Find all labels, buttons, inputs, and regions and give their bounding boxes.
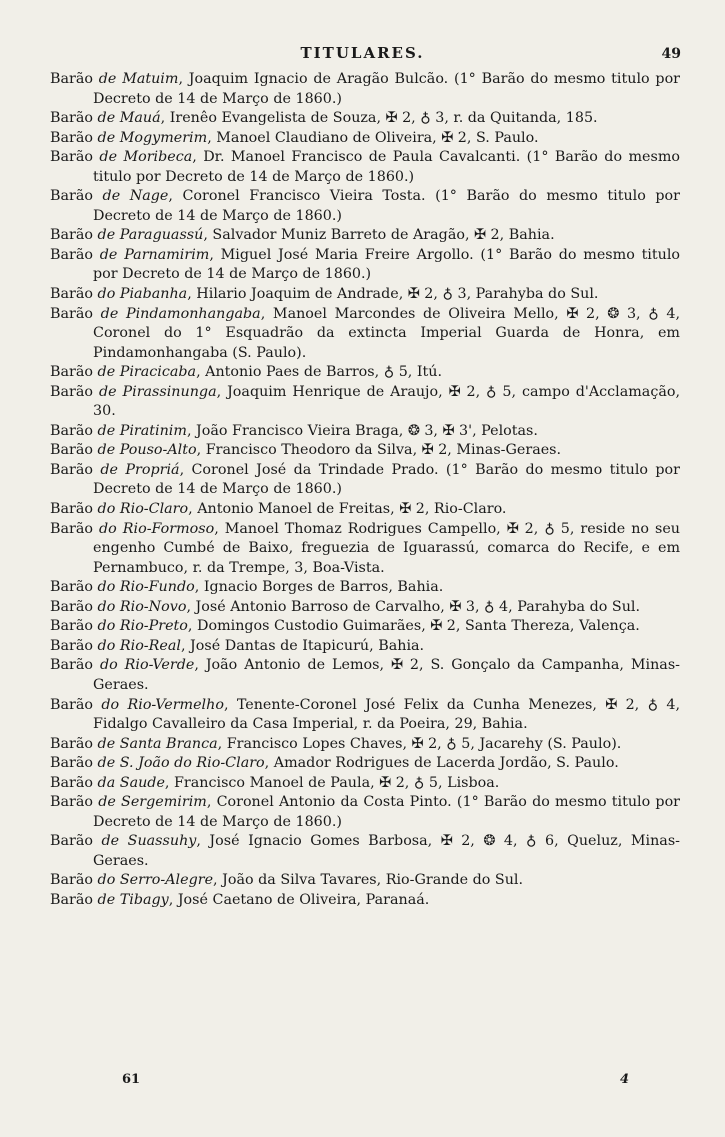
title-entry xyxy=(50,656,680,695)
entry-title-name: Rio-Fundo xyxy=(119,579,195,596)
entry-title-name: Pouso-Alto xyxy=(119,442,197,459)
entry-preposition: do xyxy=(97,598,116,615)
entry-preposition: do xyxy=(97,501,116,518)
entry-title-name: Mogymerim xyxy=(119,129,208,146)
entry-description: , João da Silva Tavares, Rio-Grande do Sul. xyxy=(213,872,524,889)
title-entry xyxy=(50,461,680,500)
entry-title-name: Santa Branca xyxy=(119,735,218,752)
entry-title-name: Saude xyxy=(119,774,165,791)
entry-title-name: Mauá xyxy=(119,110,161,127)
entry-prefix: Barão xyxy=(50,618,93,635)
title-entry xyxy=(50,148,680,187)
entry-preposition: de xyxy=(99,149,118,166)
entry-description: , Miguel José Maria Freire Argollo. (1° Barão do mesmo titulo por Decreto de 14 de Março de 1860.) xyxy=(93,246,681,283)
entry-preposition: de xyxy=(97,422,116,439)
title-entry xyxy=(50,832,680,871)
title-entry xyxy=(50,441,680,461)
entry-preposition: do xyxy=(99,520,117,537)
entry-description: , José Antonio Barroso de Carvalho, ✠ 3, ♁ 4, Parahyba do Sul. xyxy=(186,598,641,615)
title-entry xyxy=(50,129,680,149)
entry-preposition: de xyxy=(97,755,116,772)
entry-description: , Manoel Claudiano de Oliveira, ✠ 2, S. Paulo. xyxy=(207,129,539,146)
entry-preposition: de xyxy=(98,794,116,811)
title-entry xyxy=(50,637,680,657)
entry-description: , Hilario Joaquim de Andrade, ✠ 2, ♁ 3, Parahyba do Sul. xyxy=(187,286,599,303)
entry-title-name: Rio-Real xyxy=(119,637,181,654)
entry-prefix: Barão xyxy=(50,383,93,400)
entry-title-name: Rio-Preto xyxy=(119,618,188,635)
title-entry xyxy=(50,617,680,637)
entry-preposition: da xyxy=(97,774,116,791)
entry-preposition: do xyxy=(97,579,116,596)
entry-prefix: Barão xyxy=(50,442,93,459)
entry-title-name: Piratinim xyxy=(119,422,187,439)
entry-prefix: Barão xyxy=(50,286,93,303)
title-entry xyxy=(50,520,680,579)
entry-description: , Joaquim Ignacio de Aragão Bulcão. (1° Barão do mesmo titulo por Decreto de 14 de Março de 1860.) xyxy=(93,71,681,107)
entry-prefix: Barão xyxy=(50,696,93,713)
entry-preposition: de xyxy=(97,110,116,127)
entry-description: , José Dantas de Itapicurú, Bahia. xyxy=(180,637,425,654)
page-footer xyxy=(0,1072,725,1092)
title-entry xyxy=(50,422,680,442)
title-entry xyxy=(50,891,680,911)
title-entry xyxy=(50,70,680,109)
entry-preposition: de xyxy=(102,188,121,205)
entry-preposition: de xyxy=(97,442,116,459)
title-entry xyxy=(50,500,680,520)
entry-prefix: Barão xyxy=(50,501,93,518)
entry-description: , João Antonio de Lemos, ✠ 2, S. Gonçalo da Campanha, Minas-Geraes. xyxy=(93,657,680,693)
entry-prefix: Barão xyxy=(50,422,93,439)
entry-title-name: Rio-Claro xyxy=(119,501,189,518)
entry-title-name: Matuim xyxy=(122,71,179,87)
entry-title-name: Pindamonhangaba xyxy=(125,305,261,322)
entry-description: , Coronel Antonio da Costa Pinto. (1° Barão do mesmo titulo por Decreto de 14 de Março de 1860.) xyxy=(93,794,681,830)
entry-description: , Domingos Custodio Guimarães, ✠ 2, Santa Thereza, Valença. xyxy=(187,618,640,635)
entry-prefix: Barão xyxy=(50,891,93,908)
entry-prefix: Barão xyxy=(50,755,93,772)
entry-title-name: Suassuhy xyxy=(127,833,197,850)
entry-preposition: do xyxy=(101,696,120,713)
entry-description: , Amador Rodrigues de Lacerda Jordão, S. Paulo. xyxy=(264,755,619,772)
entry-description: , Antonio Manoel de Freitas, ✠ 2, Rio-Claro. xyxy=(188,501,507,518)
title-entry xyxy=(50,383,680,422)
entry-preposition: de xyxy=(100,461,119,478)
title-entry xyxy=(50,363,680,383)
entry-description: , Irenêo Evangelista de Souza, ✠ 2, ♁ 3, r. da Quitanda, 185. xyxy=(160,110,598,127)
entry-preposition: de xyxy=(98,71,117,87)
entry-title-name: Tibagy xyxy=(119,891,169,908)
page-number: 49 xyxy=(661,46,681,62)
entry-title-name: Paraguassú xyxy=(119,227,204,244)
signature-mark-right: 4 xyxy=(620,1072,630,1087)
entry-prefix: Barão xyxy=(50,735,93,752)
entry-description: , Joaquim Henrique de Araujo, ✠ 2, ♁ 5, campo d'Acclamação, 30. xyxy=(93,383,681,420)
entry-description: , Ignacio Borges de Barros, Bahia. xyxy=(194,579,444,596)
entry-title-name: Nage xyxy=(129,188,169,205)
entry-preposition: do xyxy=(97,637,116,654)
entry-title-name: Parnamirim xyxy=(124,246,210,263)
entry-prefix: Barão xyxy=(50,774,93,791)
entry-prefix: Barão xyxy=(50,149,93,166)
entry-preposition: do xyxy=(97,286,116,303)
title-entry xyxy=(50,696,680,735)
entry-preposition: de xyxy=(101,833,120,850)
title-entry xyxy=(50,226,680,246)
entry-preposition: de xyxy=(97,129,116,146)
entry-preposition: de xyxy=(98,383,117,400)
entry-description: , Tenente-Coronel José Felix da Cunha Menezes, ✠ 2, ♁ 4, Fidalgo Cavalleiro da Casa Imperial, r. da Poeira, 29, Bahia. xyxy=(93,696,681,733)
entry-prefix: Barão xyxy=(50,227,93,244)
entry-prefix: Barão xyxy=(50,872,93,889)
title-entry xyxy=(50,109,680,129)
title-entry xyxy=(50,754,680,774)
title-entry xyxy=(50,793,680,832)
entry-description: , Manoel Thomaz Rodrigues Campello, ✠ 2, ♁ 5, reside no seu engenho Cumbé de Baixo, freguezia de Iguarassú, comarca do Recife, e em Pernambuco, r. da Trempe, 3, Boa-Vista. xyxy=(93,520,681,576)
title-entry xyxy=(50,598,680,618)
entry-title-name: S. João do Rio-Claro xyxy=(119,755,265,772)
entry-title-name: Rio-Verde xyxy=(124,657,195,674)
entry-title-name: Propriá xyxy=(125,461,180,478)
entry-description: , Francisco Theodoro da Silva, ✠ 2, Minas-Geraes. xyxy=(196,442,562,459)
title-entry xyxy=(50,774,680,794)
entry-preposition: do xyxy=(97,618,116,635)
entry-description: , José Ignacio Gomes Barbosa, ✠ 2, ❂ 4, ♁ 6, Queluz, Minas-Geraes. xyxy=(93,833,680,869)
signature-mark: 61 xyxy=(122,1072,141,1087)
entry-preposition: de xyxy=(100,305,119,322)
entry-title-name: Sergemirim xyxy=(121,794,207,811)
entry-title-name: Serro-Alegre xyxy=(119,872,214,889)
entry-description: , José Caetano de Oliveira, Paranaá. xyxy=(168,891,430,908)
entry-prefix: Barão xyxy=(50,246,93,263)
entry-prefix: Barão xyxy=(50,637,93,654)
title-entry xyxy=(50,246,680,285)
entry-prefix: Barão xyxy=(50,71,93,87)
entry-description: , Dr. Manoel Francisco de Paula Cavalcanti. (1° Barão do mesmo titulo por Decreto de 14 de Março de 1860.) xyxy=(93,149,681,185)
entry-description: , Coronel Francisco Vieira Tosta. (1° Barão do mesmo titulo por Decreto de 14 de Março de 1860.) xyxy=(93,188,680,224)
entry-title-name: Piracicaba xyxy=(119,364,197,381)
entry-prefix: Barão xyxy=(50,579,93,596)
entry-preposition: de xyxy=(97,891,116,908)
entry-description: , Francisco Lopes Chaves, ✠ 2, ♁ 5, Jacarehy (S. Paulo). xyxy=(217,735,622,752)
entry-prefix: Barão xyxy=(50,129,93,146)
entry-prefix: Barão xyxy=(50,461,93,478)
title-entry xyxy=(50,578,680,598)
entry-prefix: Barão xyxy=(50,657,93,674)
entry-preposition: do xyxy=(97,872,116,889)
entry-prefix: Barão xyxy=(50,598,93,615)
title-entry xyxy=(50,285,680,305)
entry-description: , Antonio Paes de Barros, ♁ 5, Itú. xyxy=(196,364,443,381)
title-entry xyxy=(50,187,680,226)
title-entry xyxy=(50,735,680,755)
entry-title-name: Rio-Novo xyxy=(119,598,187,615)
entry-preposition: de xyxy=(97,735,116,752)
entry-description: , Salvador Muniz Barreto de Aragão, ✠ 2, Bahia. xyxy=(203,227,555,244)
entry-description: , Francisco Manoel de Paula, ✠ 2, ♁ 5, Lisboa. xyxy=(164,774,500,791)
entry-preposition: de xyxy=(97,364,116,381)
entry-title-name: Pirassinunga xyxy=(122,383,217,400)
entry-description: , Manoel Marcondes de Oliveira Mello, ✠ 2, ❂ 3, ♁ 4, Coronel do 1° Esquadrão da extincta Imperial Guarda de Honra, em Pindamonhangaba (S. Paulo). xyxy=(93,305,681,361)
entry-preposition: de xyxy=(99,246,118,263)
title-entry xyxy=(50,871,680,891)
entry-preposition: do xyxy=(99,657,118,674)
page-header xyxy=(0,44,725,66)
entry-description: , João Francisco Vieira Braga, ❂ 3, ✠ 3', Pelotas. xyxy=(186,422,538,439)
entry-prefix: Barão xyxy=(50,520,93,537)
entry-prefix: Barão xyxy=(50,364,93,381)
entry-title-name: Rio-Formoso xyxy=(122,520,215,537)
title-entry xyxy=(50,305,680,364)
entry-title-name: Moribeca xyxy=(123,149,193,166)
entry-prefix: Barão xyxy=(50,188,93,205)
entry-title-name: Piabanha xyxy=(119,286,188,303)
entry-description: , Coronel José da Trindade Prado. (1° Barão do mesmo titulo por Decreto de 14 de Março de 1860.) xyxy=(93,461,681,498)
entry-prefix: Barão xyxy=(50,110,93,127)
entry-prefix: Barão xyxy=(50,305,93,322)
page-title: TITULARES. xyxy=(300,44,425,62)
entry-prefix: Barão xyxy=(50,794,93,811)
entry-list xyxy=(50,70,680,911)
entry-title-name: Rio-Vermelho xyxy=(127,696,224,713)
entry-preposition: de xyxy=(97,227,116,244)
entry-prefix: Barão xyxy=(50,833,93,850)
